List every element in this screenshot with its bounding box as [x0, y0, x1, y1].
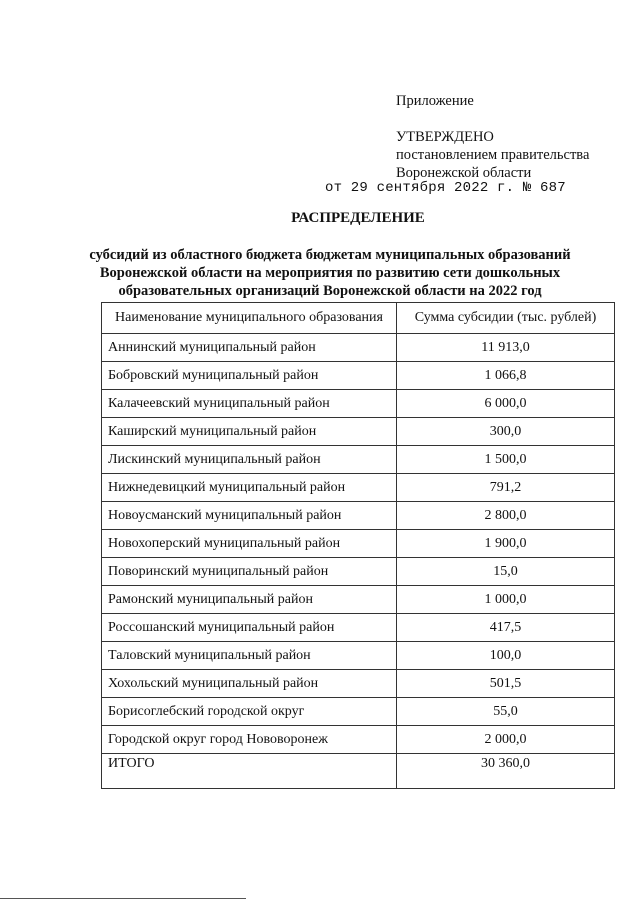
municipality-name: Аннинский муниципальный район	[102, 334, 397, 362]
footnote-divider	[0, 898, 246, 899]
municipality-name: Россошанский муниципальный район	[102, 614, 397, 642]
table-row	[102, 726, 615, 754]
subsidy-amount: 100,0	[397, 642, 615, 670]
table-header-row	[102, 303, 615, 334]
municipality-name: Поворинский муниципальный район	[102, 558, 397, 586]
decree-reference: от 29 сентября 2022 г. № 687	[325, 180, 566, 196]
subsidy-amount: 791,2	[397, 474, 615, 502]
municipality-name: Рамонский муниципальный район	[102, 586, 397, 614]
municipality-name: Борисоглебский городской округ	[102, 698, 397, 726]
total-amount: 30 360,0	[397, 754, 615, 789]
subsidy-amount: 1 066,8	[397, 362, 615, 390]
distribution-table	[101, 302, 615, 789]
subsidy-amount: 2 000,0	[397, 726, 615, 754]
table-row	[102, 418, 615, 446]
table-row	[102, 446, 615, 474]
total-label: ИТОГО	[102, 754, 397, 789]
table-row	[102, 642, 615, 670]
subsidy-amount: 6 000,0	[397, 390, 615, 418]
municipality-name: Каширский муниципальный район	[102, 418, 397, 446]
municipality-name: Калачеевский муниципальный район	[102, 390, 397, 418]
municipality-name: Лискинский муниципальный район	[102, 446, 397, 474]
table-row	[102, 502, 615, 530]
table-row	[102, 670, 615, 698]
subsidy-amount: 15,0	[397, 558, 615, 586]
table-row	[102, 390, 615, 418]
table-row	[102, 474, 615, 502]
approved-label: УТВЕРЖДЕНО	[396, 129, 494, 145]
subsidy-amount: 501,5	[397, 670, 615, 698]
table-row	[102, 530, 615, 558]
table-row	[102, 586, 615, 614]
municipality-name: Хохольский муниципальный район	[102, 670, 397, 698]
column-header-name: Наименование муниципального образования	[102, 303, 397, 334]
municipality-name: Таловский муниципальный район	[102, 642, 397, 670]
document-title: РАСПРЕДЕЛЕНИЕ	[291, 210, 425, 226]
table-row	[102, 698, 615, 726]
document-subtitle: субсидий из областного бюджета бюджетам муниципальных образований Воронежской области на мероприятия по развитию сети дошкольных образовательных организаций Воронежской области на 2022 год	[89, 247, 571, 299]
subsidy-amount: 417,5	[397, 614, 615, 642]
municipality-name: Городской округ город Нововоронеж	[102, 726, 397, 754]
subsidy-amount: 55,0	[397, 698, 615, 726]
municipality-name: Бобровский муниципальный район	[102, 362, 397, 390]
appendix-label: Приложение	[396, 93, 474, 109]
approval-block	[396, 92, 589, 182]
subsidy-amount: 2 800,0	[397, 502, 615, 530]
municipality-name: Нижнедевицкий муниципальный район	[102, 474, 397, 502]
subsidy-amount: 1 900,0	[397, 530, 615, 558]
approval-line-2: Воронежской области	[396, 165, 532, 181]
table-row	[102, 362, 615, 390]
table-row	[102, 614, 615, 642]
spacer	[396, 110, 589, 128]
municipality-name: Новоусманский муниципальный район	[102, 502, 397, 530]
table-row	[102, 334, 615, 362]
column-header-amount: Сумма субсидии (тыс. рублей)	[397, 303, 615, 334]
municipality-name: Новохоперский муниципальный район	[102, 530, 397, 558]
subsidy-amount: 1 000,0	[397, 586, 615, 614]
table-row	[102, 558, 615, 586]
subsidy-amount: 11 913,0	[397, 334, 615, 362]
subsidy-amount: 300,0	[397, 418, 615, 446]
subsidy-amount: 1 500,0	[397, 446, 615, 474]
total-row	[102, 754, 615, 789]
approval-line-1: постановлением правительства	[396, 147, 590, 163]
